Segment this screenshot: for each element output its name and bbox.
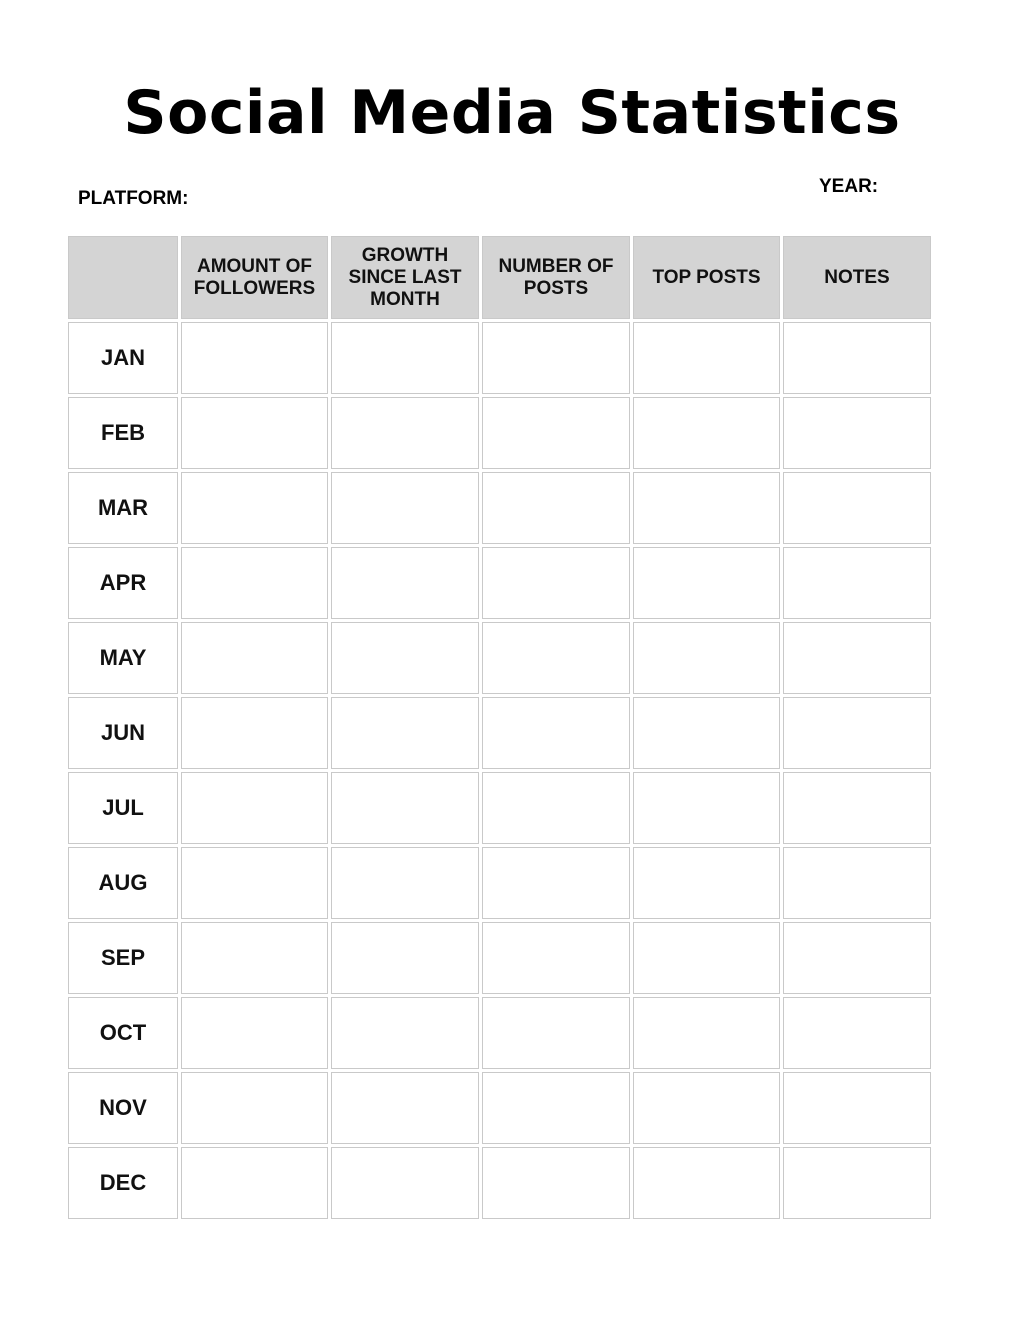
- notes-cell[interactable]: [783, 322, 931, 394]
- followers-cell[interactable]: [181, 397, 328, 469]
- table-row: [68, 922, 931, 994]
- notes-cell[interactable]: [783, 547, 931, 619]
- notes-cell[interactable]: [783, 922, 931, 994]
- top-posts-cell[interactable]: [633, 997, 780, 1069]
- top-posts-cell[interactable]: [633, 397, 780, 469]
- followers-cell[interactable]: [181, 547, 328, 619]
- growth-cell[interactable]: [331, 472, 479, 544]
- month-label: APR: [68, 547, 178, 619]
- table-row: [68, 472, 931, 544]
- table-row: [68, 1147, 931, 1219]
- table-row: [68, 997, 931, 1069]
- header-notes: NOTES: [783, 236, 931, 319]
- followers-cell[interactable]: [181, 847, 328, 919]
- followers-cell[interactable]: [181, 1147, 328, 1219]
- followers-cell[interactable]: [181, 997, 328, 1069]
- growth-cell[interactable]: [331, 397, 479, 469]
- month-label: FEB: [68, 397, 178, 469]
- table-row: [68, 397, 931, 469]
- followers-cell[interactable]: [181, 697, 328, 769]
- growth-cell[interactable]: [331, 997, 479, 1069]
- table-row: [68, 622, 931, 694]
- table-row: [68, 697, 931, 769]
- month-label: OCT: [68, 997, 178, 1069]
- month-label: JAN: [68, 322, 178, 394]
- posts-cell[interactable]: [482, 547, 630, 619]
- followers-cell[interactable]: [181, 622, 328, 694]
- posts-cell[interactable]: [482, 922, 630, 994]
- posts-cell[interactable]: [482, 772, 630, 844]
- followers-cell[interactable]: [181, 322, 328, 394]
- growth-cell[interactable]: [331, 772, 479, 844]
- table-row: [68, 772, 931, 844]
- top-posts-cell[interactable]: [633, 547, 780, 619]
- top-posts-cell[interactable]: [633, 1147, 780, 1219]
- page-title: Social Media Statistics: [123, 78, 901, 148]
- month-label: SEP: [68, 922, 178, 994]
- notes-cell[interactable]: [783, 1147, 931, 1219]
- top-posts-cell[interactable]: [633, 847, 780, 919]
- notes-cell[interactable]: [783, 1072, 931, 1144]
- notes-cell[interactable]: [783, 997, 931, 1069]
- header-top-posts: TOP POSTS: [633, 236, 780, 319]
- notes-cell[interactable]: [783, 472, 931, 544]
- posts-cell[interactable]: [482, 472, 630, 544]
- month-label: MAR: [68, 472, 178, 544]
- notes-cell[interactable]: [783, 622, 931, 694]
- month-label: NOV: [68, 1072, 178, 1144]
- table-row: [68, 1072, 931, 1144]
- month-label: DEC: [68, 1147, 178, 1219]
- growth-cell[interactable]: [331, 622, 479, 694]
- growth-cell[interactable]: [331, 922, 479, 994]
- month-label: JUL: [68, 772, 178, 844]
- posts-cell[interactable]: [482, 397, 630, 469]
- table-row: [68, 322, 931, 394]
- statistics-table: [65, 233, 934, 1222]
- top-posts-cell[interactable]: [633, 772, 780, 844]
- growth-cell[interactable]: [331, 697, 479, 769]
- growth-cell[interactable]: [331, 847, 479, 919]
- header-posts: NUMBER OF POSTS: [482, 236, 630, 319]
- header-blank: [68, 236, 178, 319]
- top-posts-cell[interactable]: [633, 472, 780, 544]
- growth-cell[interactable]: [331, 1147, 479, 1219]
- posts-cell[interactable]: [482, 1072, 630, 1144]
- top-posts-cell[interactable]: [633, 697, 780, 769]
- growth-cell[interactable]: [331, 1072, 479, 1144]
- header-row: [68, 236, 931, 319]
- notes-cell[interactable]: [783, 847, 931, 919]
- posts-cell[interactable]: [482, 697, 630, 769]
- growth-cell[interactable]: [331, 322, 479, 394]
- header-followers: AMOUNT OF FOLLOWERS: [181, 236, 328, 319]
- notes-cell[interactable]: [783, 697, 931, 769]
- top-posts-cell[interactable]: [633, 622, 780, 694]
- posts-cell[interactable]: [482, 1147, 630, 1219]
- posts-cell[interactable]: [482, 622, 630, 694]
- followers-cell[interactable]: [181, 1072, 328, 1144]
- posts-cell[interactable]: [482, 322, 630, 394]
- notes-cell[interactable]: [783, 772, 931, 844]
- month-label: JUN: [68, 697, 178, 769]
- top-posts-cell[interactable]: [633, 322, 780, 394]
- table-row: [68, 547, 931, 619]
- notes-cell[interactable]: [783, 397, 931, 469]
- header-growth: GROWTH SINCE LAST MONTH: [331, 236, 479, 319]
- table-row: [68, 847, 931, 919]
- top-posts-cell[interactable]: [633, 922, 780, 994]
- posts-cell[interactable]: [482, 997, 630, 1069]
- followers-cell[interactable]: [181, 772, 328, 844]
- month-label: MAY: [68, 622, 178, 694]
- month-label: AUG: [68, 847, 178, 919]
- followers-cell[interactable]: [181, 922, 328, 994]
- posts-cell[interactable]: [482, 847, 630, 919]
- growth-cell[interactable]: [331, 547, 479, 619]
- year-label: YEAR:: [819, 176, 879, 197]
- followers-cell[interactable]: [181, 472, 328, 544]
- platform-label: PLATFORM:: [78, 188, 189, 209]
- top-posts-cell[interactable]: [633, 1072, 780, 1144]
